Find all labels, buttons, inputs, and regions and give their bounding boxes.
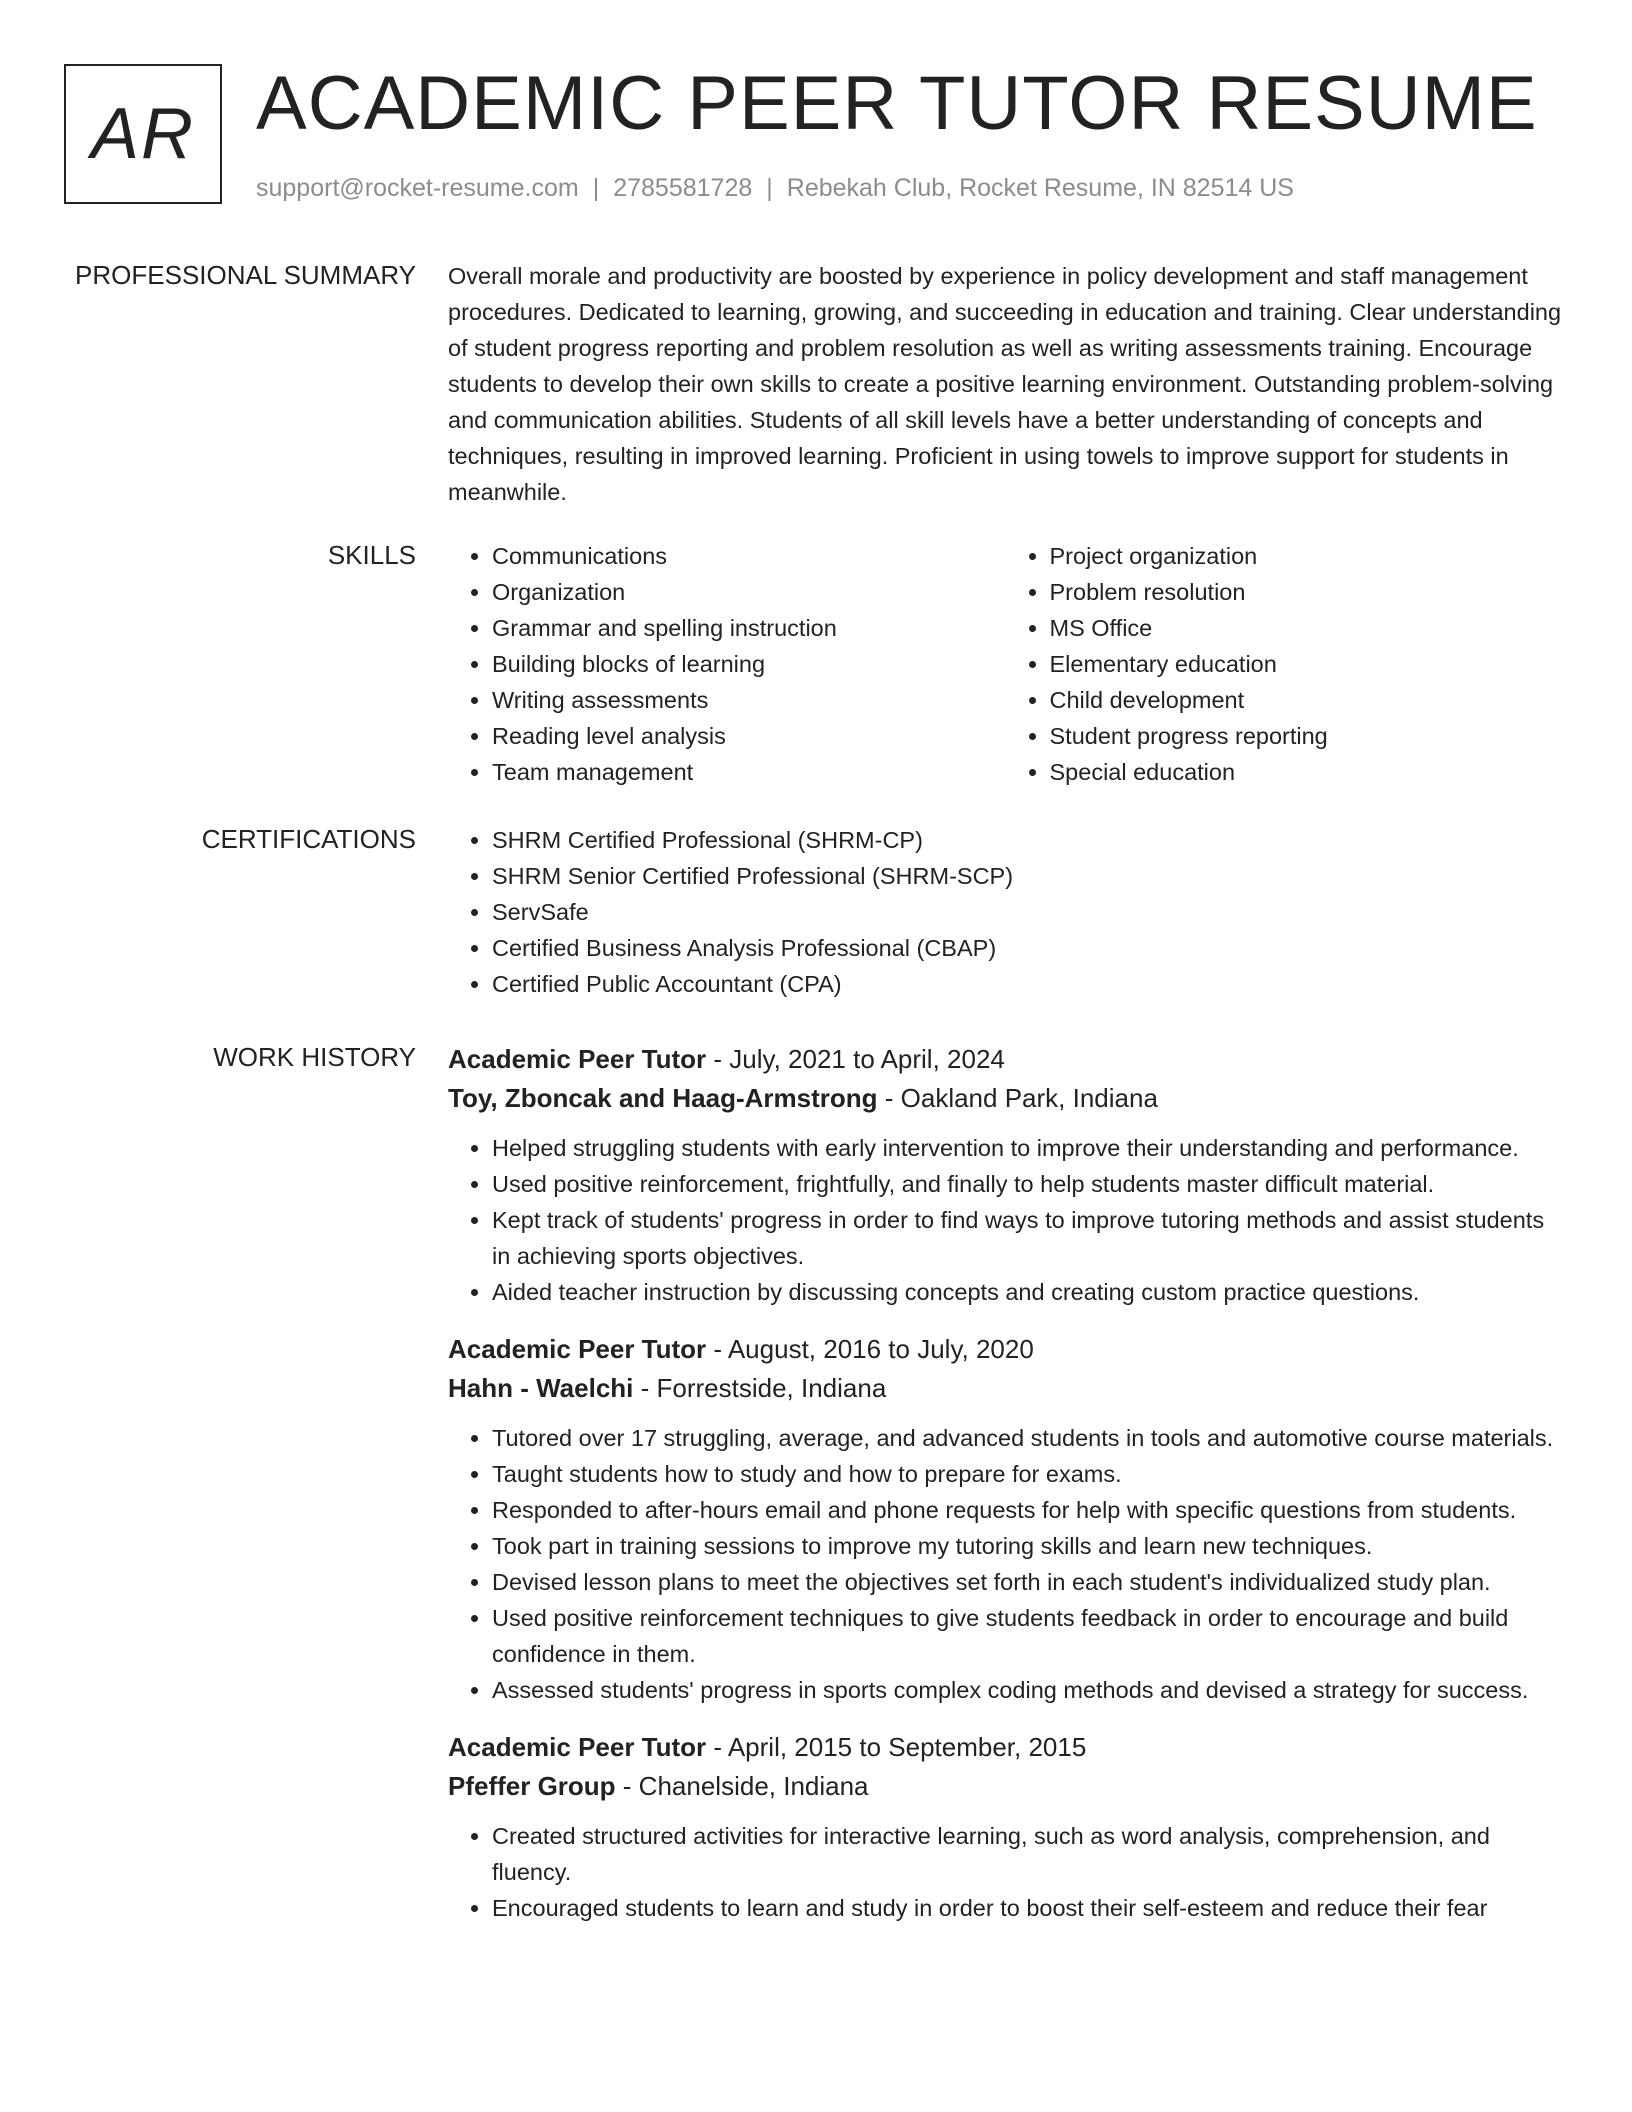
job-bullets bbox=[448, 1420, 1563, 1708]
job-bullet: • Devised lesson plans to meet the objectives set forth in each student's individualized study plan. bbox=[492, 1564, 1563, 1600]
contact-separator: | bbox=[592, 174, 600, 202]
work-history-body bbox=[448, 1040, 1563, 1946]
job-title-line bbox=[448, 1040, 1563, 1078]
job-bullet: • Kept track of students' progress in order to find ways to improve tutoring methods and assist students in achieving sports objectives. bbox=[492, 1202, 1563, 1274]
skill-item: • Reading level analysis bbox=[492, 718, 1006, 754]
skills-body bbox=[448, 538, 1563, 790]
contact-line bbox=[256, 174, 1294, 203]
skills-list-right bbox=[1006, 538, 1564, 790]
skill-item: • MS Office bbox=[1050, 610, 1564, 646]
certifications-list bbox=[448, 822, 1563, 1002]
job-title: Academic Peer Tutor bbox=[448, 1044, 707, 1074]
contact-phone[interactable]: 2785581728 bbox=[613, 174, 753, 202]
job-dates: - July, 2021 to April, 2024 bbox=[706, 1044, 1005, 1074]
skill-item: • Elementary education bbox=[1050, 646, 1564, 682]
skill-item: • Team management bbox=[492, 754, 1006, 790]
job-company-line bbox=[448, 1078, 1563, 1118]
section-label-certifications: CERTIFICATIONS bbox=[201, 824, 416, 854]
job-bullets bbox=[448, 1130, 1563, 1310]
skill-item: • Communications bbox=[492, 538, 1006, 574]
skill-item: • Organization bbox=[492, 574, 1006, 610]
section-label-summary: PROFESSIONAL SUMMARY bbox=[75, 260, 416, 290]
summary-text: Overall morale and productivity are boosted by experience in policy development and staff management procedures. Dedicated to learning, growing, and succeeding in education and training. Clear understanding of student progress reporting and problem resolution as well as writing assessments training. Encourage students to develop their own skills to create a positive learning environment. Outstanding problem-solving and communication abilities. Students of all skill levels have a better understanding of concepts and techniques, resulting in improved learning. Proficient in using towels to improve support for students in meanwhile. bbox=[448, 263, 1562, 505]
job-bullet: • Took part in training sessions to improve my tutoring skills and learn new techniques. bbox=[492, 1528, 1563, 1564]
job-dates: - August, 2016 to July, 2020 bbox=[706, 1334, 1034, 1364]
skill-item: • Student progress reporting bbox=[1050, 718, 1564, 754]
summary-body bbox=[448, 258, 1563, 510]
job-location: - Oakland Park, Indiana bbox=[877, 1083, 1158, 1113]
job-bullet: • Encouraged students to learn and study in order to boost their self-esteem and reduce their fear bbox=[492, 1890, 1563, 1926]
job-bullet: • Created structured activities for interactive learning, such as word analysis, comprehension, and fluency. bbox=[492, 1818, 1563, 1890]
job-bullet: • Responded to after-hours email and phone requests for help with specific questions from students. bbox=[492, 1492, 1563, 1528]
contact-separator: | bbox=[766, 174, 773, 202]
job-entry bbox=[448, 1728, 1563, 1926]
job-company: Toy, Zboncak and Haag-Armstrong bbox=[448, 1083, 878, 1113]
job-bullet: • Taught students how to study and how to prepare for exams. bbox=[492, 1456, 1563, 1492]
job-company: Pfeffer Group bbox=[448, 1771, 616, 1801]
skill-item: • Grammar and spelling instruction bbox=[492, 610, 1006, 646]
page-title: ACADEMIC PEER TUTOR RESUME bbox=[256, 61, 1538, 146]
job-bullets bbox=[448, 1818, 1563, 1926]
section-label-skills: SKILLS bbox=[327, 540, 416, 570]
job-bullet: • Tutored over 17 struggling, average, and advanced students in tools and automotive course materials. bbox=[492, 1420, 1563, 1456]
skill-item: • Building blocks of learning bbox=[492, 646, 1006, 682]
job-bullet: • Used positive reinforcement techniques to give students feedback in order to encourage and build confidence in them. bbox=[492, 1600, 1563, 1672]
skill-item: • Writing assessments bbox=[492, 682, 1006, 718]
job-bullet: • Used positive reinforcement, frightfully, and finally to help students master difficult material. bbox=[492, 1166, 1563, 1202]
job-company-line bbox=[448, 1368, 1563, 1408]
job-title-line bbox=[448, 1330, 1563, 1368]
job-company-line bbox=[448, 1766, 1563, 1806]
contact-email[interactable]: support@rocket-resume.com bbox=[256, 174, 579, 202]
certification-item: • SHRM Senior Certified Professional (SHRM-SCP) bbox=[492, 858, 1563, 894]
skill-item: • Problem resolution bbox=[1050, 574, 1564, 610]
job-title: Academic Peer Tutor bbox=[448, 1334, 707, 1364]
resume-header bbox=[64, 61, 1584, 214]
job-entry bbox=[448, 1330, 1563, 1708]
certification-item: • Certified Business Analysis Professional (CBAP) bbox=[492, 930, 1563, 966]
skill-item: • Special education bbox=[1050, 754, 1564, 790]
certification-item: • SHRM Certified Professional (SHRM-CP) bbox=[492, 822, 1563, 858]
job-entry bbox=[448, 1040, 1563, 1310]
certification-item: • ServSafe bbox=[492, 894, 1563, 930]
job-title-line bbox=[448, 1728, 1563, 1766]
skills-list-left bbox=[448, 538, 1006, 790]
skill-item: • Child development bbox=[1050, 682, 1564, 718]
job-bullet: • Aided teacher instruction by discussing concepts and creating custom practice questions. bbox=[492, 1274, 1563, 1310]
job-location: - Chanelside, Indiana bbox=[615, 1771, 869, 1801]
contact-address: Rebekah Club, Rocket Resume, IN 82514 US bbox=[786, 174, 1294, 202]
section-label-work-history: WORK HISTORY bbox=[213, 1042, 416, 1072]
job-bullet: • Assessed students' progress in sports complex coding methods and devised a strategy for success. bbox=[492, 1672, 1563, 1708]
monogram-logo: AR bbox=[64, 64, 222, 204]
job-title: Academic Peer Tutor bbox=[448, 1732, 707, 1762]
skill-item: • Project organization bbox=[1050, 538, 1564, 574]
job-company: Hahn - Waelchi bbox=[448, 1373, 634, 1403]
certifications-body bbox=[448, 822, 1563, 1002]
job-bullet: • Helped struggling students with early intervention to improve their understanding and performance. bbox=[492, 1130, 1563, 1166]
certification-item: • Certified Public Accountant (CPA) bbox=[492, 966, 1563, 1002]
job-dates: - April, 2015 to September, 2015 bbox=[706, 1732, 1087, 1762]
job-location: - Forrestside, Indiana bbox=[633, 1373, 887, 1403]
